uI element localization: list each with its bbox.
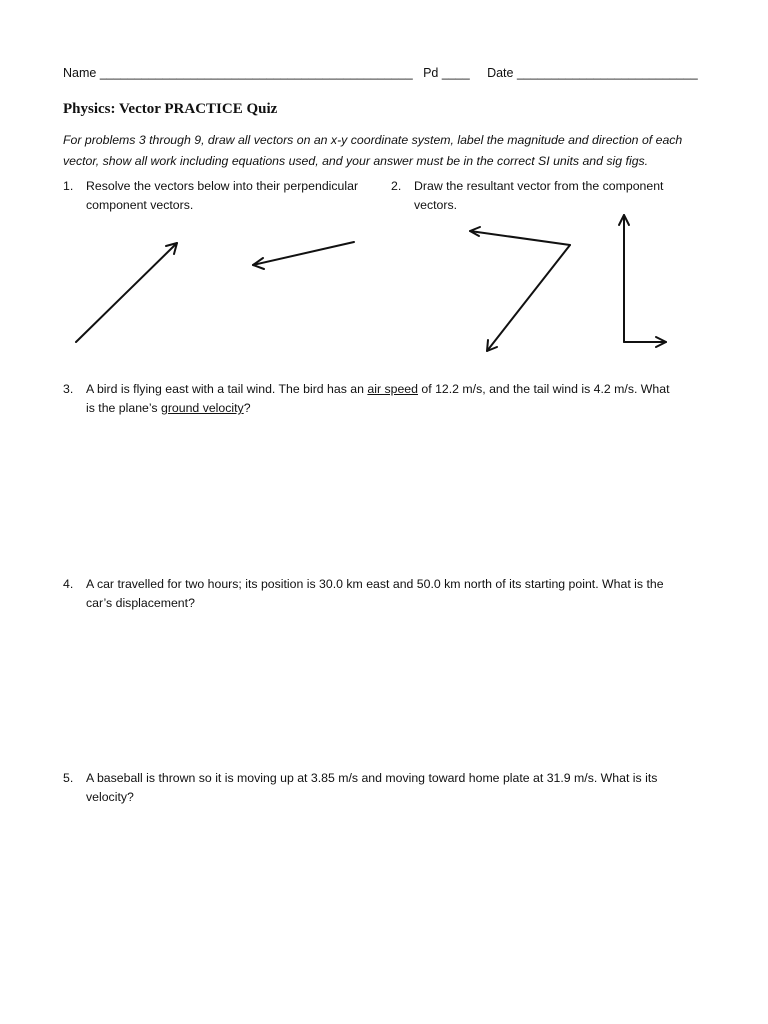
pd-blank: ____ [441, 66, 470, 80]
question-line: car’s displacement? [86, 596, 195, 610]
question-line: Draw the resultant vector from the component [414, 179, 664, 193]
question-text [86, 575, 664, 613]
question-line: is the plane’s ground velocity? [86, 401, 251, 415]
question-line: A car travelled for two hours; its position is 30.0 km east and 50.0 km north of its starting point. What is the [86, 577, 664, 591]
name-blank: _____________________________________________ [99, 66, 413, 80]
question-text [86, 380, 670, 418]
question-number: 2. [391, 179, 402, 193]
pd-label: Pd [423, 66, 439, 80]
question-line: vectors. [414, 198, 458, 212]
question-number: 3. [63, 382, 74, 396]
question-number: 4. [63, 577, 74, 591]
vector-left-slight-down [253, 242, 354, 269]
question-text [86, 769, 657, 807]
perpendicular-components-vectors [619, 215, 666, 347]
air-speed-term: air speed [367, 382, 418, 396]
page-title: Physics: Vector PRACTICE Quiz [63, 101, 278, 117]
question-line: Resolve the vectors below into their perpendicular [86, 179, 359, 193]
date-label: Date [487, 66, 514, 80]
question-number: 1. [63, 179, 74, 193]
question-number: 5. [63, 771, 74, 785]
ground-velocity-term: ground velocity [160, 401, 244, 415]
date-blank: __________________________ [516, 66, 698, 80]
resultant-components-vectors [470, 227, 570, 351]
vector-diagonal-up-right [76, 243, 177, 342]
name-label: Name [63, 66, 97, 80]
question-line: velocity? [86, 790, 134, 804]
question-line: A baseball is thrown so it is moving up at 3.85 m/s and moving toward home plate at 31.9 m/s. What is its [86, 771, 658, 785]
question-line: component vectors. [86, 198, 194, 212]
question-line: A bird is flying east with a tail wind. The bird has an air speed of 12.2 m/s, and the tail wind is 4.2 m/s. What [86, 382, 670, 396]
instructions: For problems 3 through 9, draw all vectors on an x-y coordinate system, label the magnitude and direction of each vector, show all work including equations used, and your answer must be in the correct SI units and sig figs. [63, 133, 683, 168]
